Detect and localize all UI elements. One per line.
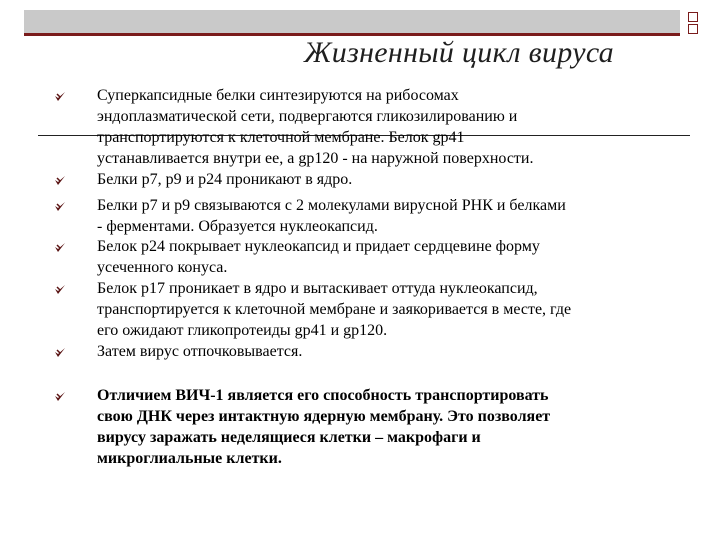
slide-title: Жизненный цикл вируса — [304, 36, 614, 69]
list-item-line: микроглиальные клетки. — [97, 450, 282, 467]
checkmark-diamond-icon — [54, 390, 66, 402]
list-item-line: транспортируется к клеточной мембране и заякоривается в месте, где — [97, 301, 572, 318]
list-item-line: вирусу заражать неделящиеся клетки – макрофаги и — [97, 429, 481, 446]
list-item-line: эндоплазматической сети, подвергаются гликозилированию и — [97, 108, 518, 125]
list-item — [97, 385, 697, 469]
checkmark-diamond-icon — [54, 174, 66, 186]
list-item-line: Белки p7, p9 и p24 проникают в ядро. — [97, 171, 353, 188]
list-item-line: транспортируются к клеточной мембране. Белок gp41 — [97, 129, 465, 146]
corner-decoration-top — [688, 12, 698, 22]
list-item-line: Белок p17 проникает в ядро и вытаскивает оттуда нуклеокапсид, — [97, 280, 538, 297]
list-item-line: Отличием ВИЧ-1 является его способность транспортировать — [97, 387, 549, 404]
checkmark-diamond-icon — [54, 283, 66, 295]
list-item — [97, 278, 697, 341]
checkmark-diamond-icon — [54, 90, 66, 102]
list-item-line: Белок p24 покрывает нуклеокапсид и придает сердцевине форму — [97, 238, 540, 255]
list-item — [97, 169, 697, 190]
header-bar — [24, 10, 680, 36]
list-item-line: Затем вирус отпочковывается. — [97, 343, 303, 360]
list-item-line: Белки p7 и p9 связываются с 2 молекулами вирусной РНК и белками — [97, 197, 566, 214]
checkmark-diamond-icon — [54, 200, 66, 212]
corner-decoration-bottom — [688, 24, 698, 34]
list-item-line: усеченного конуса. — [97, 259, 228, 276]
list-item-line: устанавливается внутри ее, а gp120 - на наружной поверхности. — [97, 150, 534, 167]
list-item-line: - ферментами. Образуется нуклеокапсид. — [97, 218, 378, 235]
checkmark-diamond-icon — [54, 241, 66, 253]
checkmark-diamond-icon — [54, 346, 66, 358]
list-item — [97, 236, 697, 278]
list-item-line: свою ДНК через интактную ядерную мембрану. Это позволяет — [97, 408, 551, 425]
list-item — [97, 341, 697, 362]
list-item — [97, 195, 697, 237]
list-item — [97, 85, 697, 169]
list-item-line: его ожидают гликопротеиды gp41 и gp120. — [97, 322, 388, 339]
list-item-line: Суперкапсидные белки синтезируются на рибосомах — [97, 87, 459, 104]
